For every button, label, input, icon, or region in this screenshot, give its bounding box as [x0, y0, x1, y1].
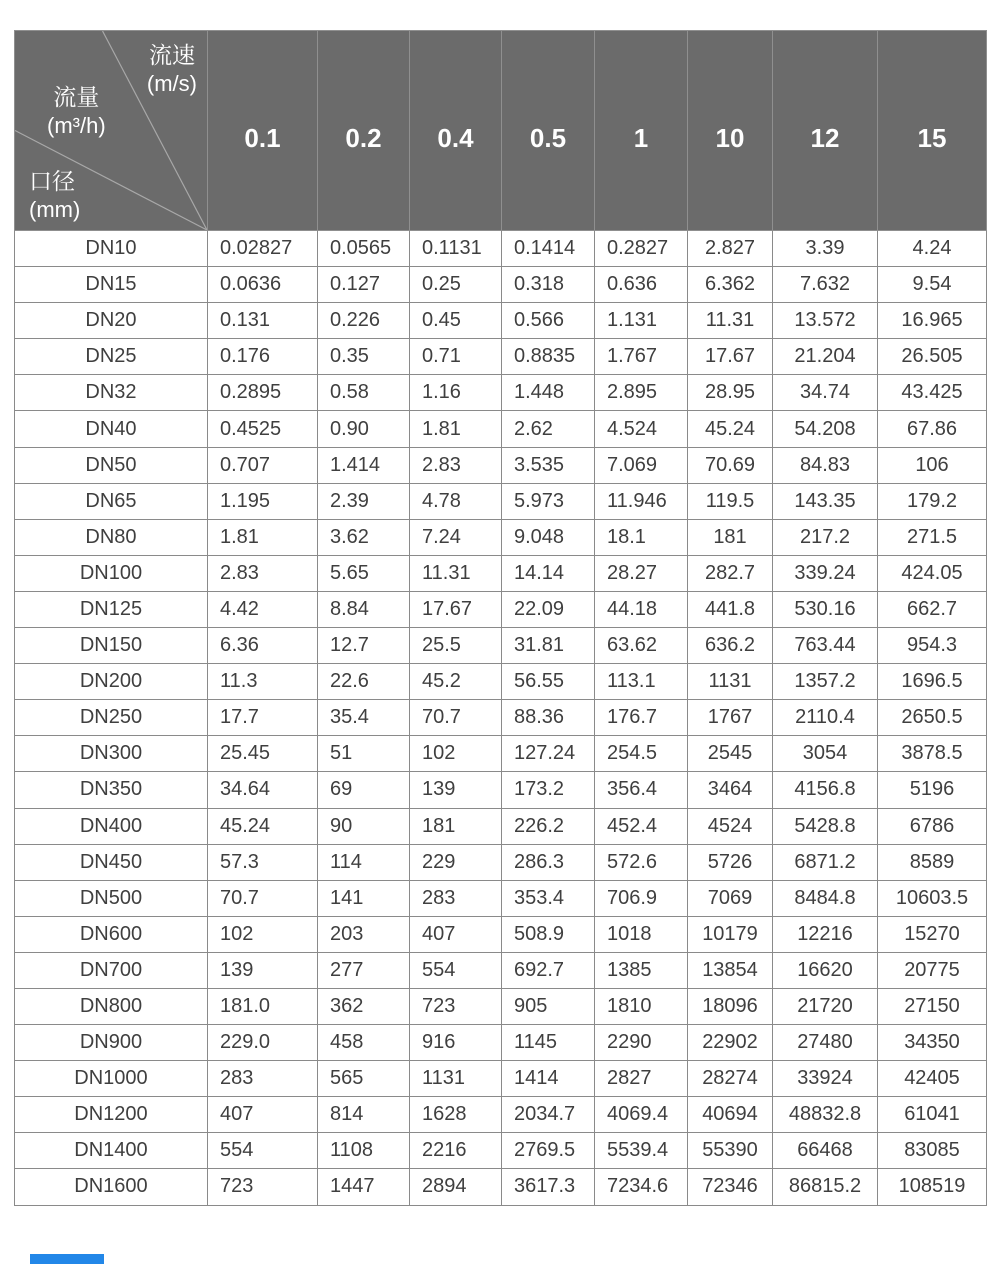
flow-value-cell: 11.946 [595, 483, 688, 519]
flow-value-cell: 636.2 [688, 628, 773, 664]
flow-value-cell: 55390 [688, 1133, 773, 1169]
flow-value-cell: 12216 [773, 916, 878, 952]
flow-value-cell: 452.4 [595, 808, 688, 844]
diameter-cell: DN32 [15, 375, 208, 411]
diameter-cell: DN350 [15, 772, 208, 808]
diameter-cell: DN800 [15, 988, 208, 1024]
flow-value-cell: 407 [410, 916, 502, 952]
flow-value-cell: 6871.2 [773, 844, 878, 880]
flow-value-cell: 7.24 [410, 519, 502, 555]
diameter-unit-text: (mm) [29, 197, 81, 222]
diameter-cell: DN100 [15, 555, 208, 591]
flow-value-cell: 119.5 [688, 483, 773, 519]
flow-value-cell: 1131 [688, 664, 773, 700]
flow-value-cell: 0.2827 [595, 231, 688, 267]
table-row [15, 916, 987, 952]
flow-value-cell: 45.24 [688, 411, 773, 447]
flow-value-cell: 4.24 [878, 231, 987, 267]
flow-value-cell: 72346 [688, 1169, 773, 1205]
flow-value-cell: 176.7 [595, 700, 688, 736]
flow-value-cell: 8.84 [318, 591, 410, 627]
flow-value-cell: 17.67 [410, 591, 502, 627]
table-row [15, 700, 987, 736]
flow-value-cell: 86815.2 [773, 1169, 878, 1205]
flow-value-cell: 108519 [878, 1169, 987, 1205]
diameter-cell: DN80 [15, 519, 208, 555]
flow-value-cell: 181 [410, 808, 502, 844]
flow-value-cell: 0.707 [208, 447, 318, 483]
flow-value-cell: 2290 [595, 1025, 688, 1061]
flow-value-cell: 0.318 [502, 267, 595, 303]
flow-value-cell: 8484.8 [773, 880, 878, 916]
flow-value-cell: 0.8835 [502, 339, 595, 375]
diameter-cell: DN50 [15, 447, 208, 483]
table-row [15, 555, 987, 591]
flow-value-cell: 22.09 [502, 591, 595, 627]
flow-value-cell: 16.965 [878, 303, 987, 339]
flow-value-cell: 1.414 [318, 447, 410, 483]
flow-value-cell: 40694 [688, 1097, 773, 1133]
flow-value-cell: 0.127 [318, 267, 410, 303]
flow-value-cell: 441.8 [688, 591, 773, 627]
diameter-cell: DN600 [15, 916, 208, 952]
flow-value-cell: 0.1131 [410, 231, 502, 267]
flow-value-cell: 723 [208, 1169, 318, 1205]
flow-value-cell: 45.24 [208, 808, 318, 844]
diameter-cell: DN300 [15, 736, 208, 772]
velocity-column-header: 0.1 [208, 31, 318, 231]
flow-value-cell: 814 [318, 1097, 410, 1133]
flow-value-cell: 18096 [688, 988, 773, 1024]
table-row [15, 1097, 987, 1133]
corner-header-cell [15, 31, 208, 231]
diameter-cell: DN250 [15, 700, 208, 736]
flow-value-cell: 4.78 [410, 483, 502, 519]
velocity-column-header: 0.5 [502, 31, 595, 231]
flow-value-cell: 3878.5 [878, 736, 987, 772]
flow-value-cell: 70.69 [688, 447, 773, 483]
flow-value-cell: 102 [410, 736, 502, 772]
flow-value-cell: 56.55 [502, 664, 595, 700]
table-row [15, 1133, 987, 1169]
flow-value-cell: 88.36 [502, 700, 595, 736]
flow-value-cell: 2.83 [410, 447, 502, 483]
flow-value-cell: 282.7 [688, 555, 773, 591]
flow-value-cell: 10603.5 [878, 880, 987, 916]
flow-value-cell: 7.632 [773, 267, 878, 303]
diameter-cell: DN10 [15, 231, 208, 267]
flow-value-cell: 6.362 [688, 267, 773, 303]
flow-value-cell: 173.2 [502, 772, 595, 808]
flow-value-cell: 2.895 [595, 375, 688, 411]
flow-value-cell: 0.35 [318, 339, 410, 375]
diameter-cell: DN65 [15, 483, 208, 519]
flow-value-cell: 11.31 [688, 303, 773, 339]
flow-value-cell: 1767 [688, 700, 773, 736]
flow-value-cell: 0.0565 [318, 231, 410, 267]
flow-value-cell: 2034.7 [502, 1097, 595, 1133]
flow-value-cell: 1810 [595, 988, 688, 1024]
diameter-cell: DN40 [15, 411, 208, 447]
flow-value-cell: 565 [318, 1061, 410, 1097]
flow-value-cell: 407 [208, 1097, 318, 1133]
diameter-cell: DN900 [15, 1025, 208, 1061]
flow-value-cell: 723 [410, 988, 502, 1024]
flow-value-cell: 13854 [688, 952, 773, 988]
velocity-column-header: 15 [878, 31, 987, 231]
flow-value-cell: 3054 [773, 736, 878, 772]
flow-value-cell: 2.83 [208, 555, 318, 591]
diameter-cell: DN1600 [15, 1169, 208, 1205]
flow-value-cell: 17.67 [688, 339, 773, 375]
flow-value-cell: 5196 [878, 772, 987, 808]
table-row [15, 447, 987, 483]
flow-value-cell: 61041 [878, 1097, 987, 1133]
flow-value-cell: 954.3 [878, 628, 987, 664]
flow-value-cell: 662.7 [878, 591, 987, 627]
flow-value-cell: 69 [318, 772, 410, 808]
flow-value-cell: 11.3 [208, 664, 318, 700]
velocity-column-header: 10 [688, 31, 773, 231]
flow-value-cell: 5428.8 [773, 808, 878, 844]
flow-value-cell: 362 [318, 988, 410, 1024]
flow-value-cell: 554 [410, 952, 502, 988]
table-row [15, 736, 987, 772]
flow-value-cell: 0.566 [502, 303, 595, 339]
diameter-cell: DN200 [15, 664, 208, 700]
flow-value-cell: 4524 [688, 808, 773, 844]
flow-value-cell: 27480 [773, 1025, 878, 1061]
flow-value-cell: 113.1 [595, 664, 688, 700]
flow-value-cell: 6.36 [208, 628, 318, 664]
table-row [15, 591, 987, 627]
flow-value-cell: 84.83 [773, 447, 878, 483]
flow-value-cell: 0.25 [410, 267, 502, 303]
flow-value-cell: 42405 [878, 1061, 987, 1097]
partial-blue-element [30, 1254, 104, 1264]
flow-value-cell: 7234.6 [595, 1169, 688, 1205]
flow-value-cell: 143.35 [773, 483, 878, 519]
flow-value-cell: 51 [318, 736, 410, 772]
flow-value-cell: 0.131 [208, 303, 318, 339]
flow-value-cell: 277 [318, 952, 410, 988]
table-row [15, 1169, 987, 1205]
table-row [15, 339, 987, 375]
flow-value-cell: 2827 [595, 1061, 688, 1097]
table-row [15, 519, 987, 555]
diameter-label-text: 口径 [29, 168, 75, 194]
velocity-column-header: 0.4 [410, 31, 502, 231]
flow-value-cell: 181.0 [208, 988, 318, 1024]
flow-value-cell: 692.7 [502, 952, 595, 988]
flow-value-cell: 21.204 [773, 339, 878, 375]
flow-value-cell: 1414 [502, 1061, 595, 1097]
flow-value-cell: 706.9 [595, 880, 688, 916]
flow-value-cell: 179.2 [878, 483, 987, 519]
flow-value-cell: 1385 [595, 952, 688, 988]
flow-value-cell: 16620 [773, 952, 878, 988]
flow-value-cell: 6786 [878, 808, 987, 844]
flow-value-cell: 229.0 [208, 1025, 318, 1061]
diameter-cell: DN150 [15, 628, 208, 664]
flow-value-cell: 2894 [410, 1169, 502, 1205]
diameter-cell: DN1400 [15, 1133, 208, 1169]
flow-value-cell: 508.9 [502, 916, 595, 952]
flow-value-cell: 1131 [410, 1061, 502, 1097]
flow-value-cell: 54.208 [773, 411, 878, 447]
flow-value-cell: 1018 [595, 916, 688, 952]
flow-value-cell: 13.572 [773, 303, 878, 339]
velocity-column-header: 0.2 [318, 31, 410, 231]
table-row [15, 411, 987, 447]
flow-value-cell: 1108 [318, 1133, 410, 1169]
flow-value-cell: 9.54 [878, 267, 987, 303]
diameter-cell: DN500 [15, 880, 208, 916]
flow-value-cell: 0.2895 [208, 375, 318, 411]
table-row [15, 303, 987, 339]
flow-value-cell: 3617.3 [502, 1169, 595, 1205]
flow-value-cell: 8589 [878, 844, 987, 880]
flow-value-cell: 226.2 [502, 808, 595, 844]
diameter-cell: DN15 [15, 267, 208, 303]
flow-value-cell: 18.1 [595, 519, 688, 555]
flow-value-cell: 31.81 [502, 628, 595, 664]
flow-label-text: 流量 [53, 84, 100, 110]
flow-value-cell: 2.827 [688, 231, 773, 267]
flow-value-cell: 203 [318, 916, 410, 952]
diameter-cell: DN700 [15, 952, 208, 988]
flow-value-cell: 3.39 [773, 231, 878, 267]
table-row [15, 267, 987, 303]
flow-value-cell: 424.05 [878, 555, 987, 591]
flow-value-cell: 4.42 [208, 591, 318, 627]
flow-value-cell: 27150 [878, 988, 987, 1024]
diameter-cell: DN1000 [15, 1061, 208, 1097]
flow-value-cell: 1.767 [595, 339, 688, 375]
flow-value-cell: 229 [410, 844, 502, 880]
flow-value-cell: 1.131 [595, 303, 688, 339]
flow-value-cell: 4.524 [595, 411, 688, 447]
flow-value-cell: 339.24 [773, 555, 878, 591]
flow-value-cell: 7.069 [595, 447, 688, 483]
velocity-axis-label [147, 41, 197, 98]
flow-value-cell: 2769.5 [502, 1133, 595, 1169]
flow-value-cell: 57.3 [208, 844, 318, 880]
flow-value-cell: 0.02827 [208, 231, 318, 267]
diameter-cell: DN25 [15, 339, 208, 375]
flow-value-cell: 763.44 [773, 628, 878, 664]
flow-value-cell: 35.4 [318, 700, 410, 736]
table-row [15, 844, 987, 880]
flow-value-cell: 25.5 [410, 628, 502, 664]
flow-value-cell: 28274 [688, 1061, 773, 1097]
flow-value-cell: 1696.5 [878, 664, 987, 700]
table-row [15, 1025, 987, 1061]
flow-value-cell: 28.95 [688, 375, 773, 411]
flow-value-cell: 127.24 [502, 736, 595, 772]
flow-value-cell: 5726 [688, 844, 773, 880]
flow-value-cell: 22.6 [318, 664, 410, 700]
flow-value-cell: 530.16 [773, 591, 878, 627]
flow-value-cell: 45.2 [410, 664, 502, 700]
velocity-column-header: 12 [773, 31, 878, 231]
flow-value-cell: 905 [502, 988, 595, 1024]
flow-value-cell: 1145 [502, 1025, 595, 1061]
flow-value-cell: 0.0636 [208, 267, 318, 303]
flow-value-cell: 34.64 [208, 772, 318, 808]
flow-value-cell: 2.39 [318, 483, 410, 519]
flow-value-cell: 1357.2 [773, 664, 878, 700]
flow-value-cell: 181 [688, 519, 773, 555]
flow-value-cell: 0.176 [208, 339, 318, 375]
flow-value-cell: 114 [318, 844, 410, 880]
flow-value-cell: 17.7 [208, 700, 318, 736]
flow-value-cell: 33924 [773, 1061, 878, 1097]
flow-value-cell: 106 [878, 447, 987, 483]
flow-value-cell: 22902 [688, 1025, 773, 1061]
table-row [15, 483, 987, 519]
flow-value-cell: 2650.5 [878, 700, 987, 736]
flow-value-cell: 12.7 [318, 628, 410, 664]
flow-value-cell: 458 [318, 1025, 410, 1061]
flow-value-cell: 44.18 [595, 591, 688, 627]
table-row [15, 808, 987, 844]
flow-value-cell: 916 [410, 1025, 502, 1061]
diameter-cell: DN20 [15, 303, 208, 339]
flow-value-cell: 5539.4 [595, 1133, 688, 1169]
flow-value-cell: 1628 [410, 1097, 502, 1133]
flow-value-cell: 0.90 [318, 411, 410, 447]
diameter-cell: DN450 [15, 844, 208, 880]
flow-unit-text: (m³/h) [47, 113, 106, 138]
table-row [15, 988, 987, 1024]
flow-value-cell: 0.1414 [502, 231, 595, 267]
flow-value-cell: 70.7 [410, 700, 502, 736]
flow-value-cell: 5.973 [502, 483, 595, 519]
flow-value-cell: 2545 [688, 736, 773, 772]
flow-value-cell: 90 [318, 808, 410, 844]
table-row [15, 1061, 987, 1097]
flow-value-cell: 139 [410, 772, 502, 808]
flow-value-cell: 1.195 [208, 483, 318, 519]
flow-value-cell: 217.2 [773, 519, 878, 555]
velocity-unit-text: (m/s) [146, 71, 197, 96]
flow-value-cell: 14.14 [502, 555, 595, 591]
flow-value-cell: 283 [410, 880, 502, 916]
diameter-cell: DN1200 [15, 1097, 208, 1133]
velocity-column-header: 1 [595, 31, 688, 231]
flow-value-cell: 141 [318, 880, 410, 916]
flow-value-cell: 26.505 [878, 339, 987, 375]
table-row [15, 880, 987, 916]
flow-value-cell: 554 [208, 1133, 318, 1169]
flow-rate-table [14, 30, 987, 1206]
flow-value-cell: 0.58 [318, 375, 410, 411]
flow-value-cell: 102 [208, 916, 318, 952]
header-row [15, 31, 987, 231]
flow-value-cell: 254.5 [595, 736, 688, 772]
velocity-label-text: 流速 [148, 42, 195, 68]
flow-value-cell: 0.4525 [208, 411, 318, 447]
flow-value-cell: 356.4 [595, 772, 688, 808]
flow-value-cell: 1.16 [410, 375, 502, 411]
flow-value-cell: 34.74 [773, 375, 878, 411]
flow-value-cell: 353.4 [502, 880, 595, 916]
table-row [15, 664, 987, 700]
flow-axis-label [47, 83, 106, 140]
diameter-axis-label [29, 167, 80, 224]
flow-value-cell: 63.62 [595, 628, 688, 664]
flow-value-cell: 283 [208, 1061, 318, 1097]
flow-value-cell: 2110.4 [773, 700, 878, 736]
flow-value-cell: 34350 [878, 1025, 987, 1061]
flow-value-cell: 0.71 [410, 339, 502, 375]
table-row [15, 628, 987, 664]
flow-value-cell: 1.81 [208, 519, 318, 555]
flow-value-cell: 83085 [878, 1133, 987, 1169]
flow-value-cell: 9.048 [502, 519, 595, 555]
flow-value-cell: 139 [208, 952, 318, 988]
flow-value-cell: 11.31 [410, 555, 502, 591]
flow-value-cell: 7069 [688, 880, 773, 916]
diameter-cell: DN125 [15, 591, 208, 627]
flow-value-cell: 2.62 [502, 411, 595, 447]
flow-value-cell: 4156.8 [773, 772, 878, 808]
flow-value-cell: 21720 [773, 988, 878, 1024]
flow-value-cell: 48832.8 [773, 1097, 878, 1133]
flow-value-cell: 3.62 [318, 519, 410, 555]
flow-value-cell: 2216 [410, 1133, 502, 1169]
flow-value-cell: 271.5 [878, 519, 987, 555]
flow-value-cell: 572.6 [595, 844, 688, 880]
flow-value-cell: 286.3 [502, 844, 595, 880]
flow-value-cell: 0.636 [595, 267, 688, 303]
flow-value-cell: 67.86 [878, 411, 987, 447]
flow-value-cell: 10179 [688, 916, 773, 952]
flow-value-cell: 1.81 [410, 411, 502, 447]
table-row [15, 375, 987, 411]
flow-value-cell: 1447 [318, 1169, 410, 1205]
flow-value-cell: 4069.4 [595, 1097, 688, 1133]
flow-value-cell: 28.27 [595, 555, 688, 591]
flow-value-cell: 43.425 [878, 375, 987, 411]
table-row [15, 772, 987, 808]
table-row [15, 952, 987, 988]
flow-value-cell: 25.45 [208, 736, 318, 772]
flow-value-cell: 1.448 [502, 375, 595, 411]
flow-value-cell: 3.535 [502, 447, 595, 483]
flow-value-cell: 0.226 [318, 303, 410, 339]
flow-value-cell: 66468 [773, 1133, 878, 1169]
table-row [15, 231, 987, 267]
flow-value-cell: 20775 [878, 952, 987, 988]
flow-value-cell: 5.65 [318, 555, 410, 591]
flow-value-cell: 3464 [688, 772, 773, 808]
diameter-cell: DN400 [15, 808, 208, 844]
flow-value-cell: 0.45 [410, 303, 502, 339]
flow-value-cell: 15270 [878, 916, 987, 952]
flow-value-cell: 70.7 [208, 880, 318, 916]
